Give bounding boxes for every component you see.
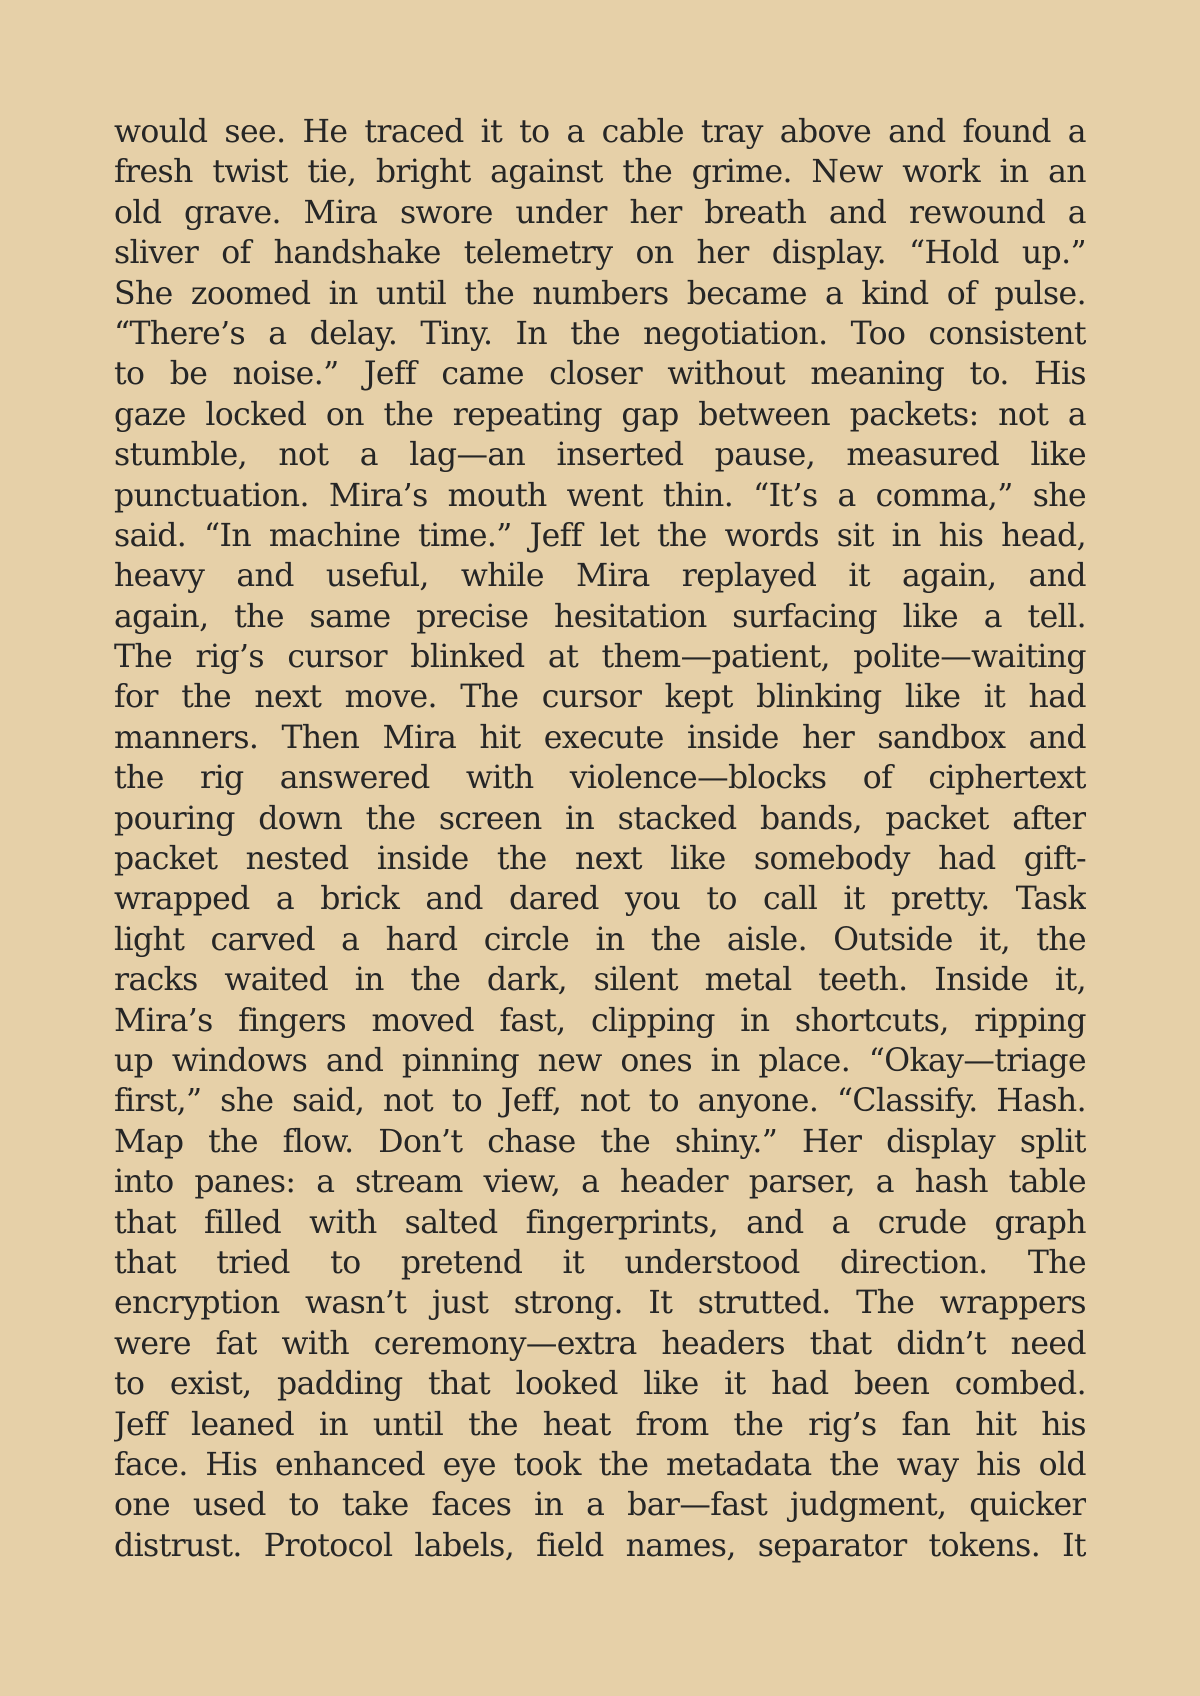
text-line: gaze locked on the repeating gap between packets: not a	[114, 396, 1086, 433]
text-line: sliver of handshake telemetry on her display. “Hold up.”	[114, 235, 1086, 272]
text-line: packet nested inside the next like somebody had gift-	[114, 841, 1086, 878]
text-line: encryption wasn’t just strong. It strutted. The wrappers	[114, 1285, 1086, 1322]
text-line: fresh twist tie, bright against the grime. New work in an	[114, 154, 1086, 191]
text-line: for the next move. The cursor kept blinking like it had	[114, 679, 1086, 716]
text-line: Mira’s fingers moved fast, clipping in shortcuts, ripping	[114, 1002, 1086, 1039]
text-line: were fat with ceremony—extra headers that didn’t need	[114, 1325, 1086, 1362]
text-line: wrapped a brick and dared you to call it pretty. Task	[114, 881, 1086, 918]
text-line: would see. He traced it to a cable tray above and found a	[114, 114, 1086, 150]
text-line: “There’s a delay. Tiny. In the negotiation. Too consistent	[114, 315, 1086, 352]
text-line: stumble, not a lag—an inserted pause, measured like	[114, 437, 1086, 474]
text-line: to be noise.” Jeff came closer without meaning to. His	[114, 356, 1086, 393]
text-line: up windows and pinning new ones in place. “Okay—triage	[114, 1042, 1086, 1079]
text-line: to exist, padding that looked like it had been combed.	[114, 1366, 1086, 1403]
text-line: one used to take faces in a bar—fast judgment, quicker	[114, 1487, 1086, 1524]
body-text	[114, 112, 1086, 1566]
text-line: that tried to pretend it understood direction. The	[114, 1244, 1086, 1281]
text-line: light carved a hard circle in the aisle. Outside it, the	[114, 921, 1086, 958]
text-line: pouring down the screen in stacked bands, packet after	[114, 800, 1086, 837]
text-line: the rig answered with violence—blocks of ciphertext	[114, 760, 1086, 797]
text-line: distrust. Protocol labels, field names, separator tokens. It	[114, 1527, 1086, 1564]
text-line: said. “In machine time.” Jeff let the words sit in his head,	[114, 517, 1086, 554]
text-line: first,” she said, not to Jeff, not to anyone. “Classify. Hash.	[114, 1083, 1086, 1120]
text-line: again, the same precise hesitation surfacing like a tell.	[114, 598, 1086, 635]
text-line: manners. Then Mira hit execute inside her sandbox and	[114, 719, 1086, 756]
text-line: that filled with salted fingerprints, and a crude graph	[114, 1204, 1086, 1241]
text-line: The rig’s cursor blinked at them—patient, polite—waiting	[114, 639, 1086, 676]
text-line: heavy and useful, while Mira replayed it again, and	[114, 558, 1086, 595]
text-line: She zoomed in until the numbers became a kind of pulse.	[114, 275, 1086, 312]
text-line: into panes: a stream view, a header parser, a hash table	[114, 1164, 1086, 1201]
text-line: racks waited in the dark, silent metal teeth. Inside it,	[114, 962, 1086, 999]
text-line: face. His enhanced eye took the metadata the way his old	[114, 1446, 1086, 1483]
text-line: old grave. Mira swore under her breath and rewound a	[114, 194, 1086, 231]
text-line: punctuation. Mira’s mouth went thin. “It’s a comma,” she	[114, 477, 1086, 514]
text-line: Map the flow. Don’t chase the shiny.” Her display split	[114, 1123, 1086, 1160]
text-line: Jeff leaned in until the heat from the rig’s fan hit his	[114, 1406, 1086, 1443]
